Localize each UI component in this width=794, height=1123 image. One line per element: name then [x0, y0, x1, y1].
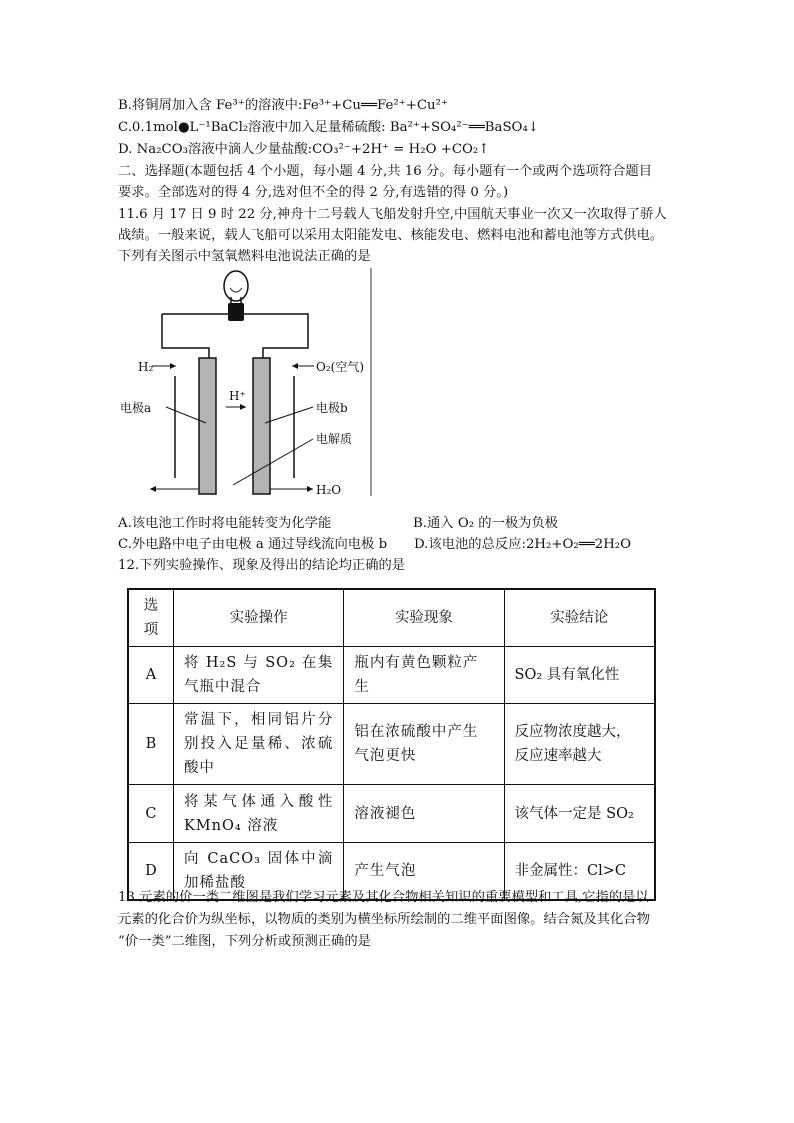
q11-option-a: A.该电池工作时将电能转变为化学能 [118, 516, 332, 531]
table-cell: 将 H₂S 与 SO₂ 在集气瓶中混合 [173, 647, 343, 704]
section-instructions: 要求。全部选对的得 4 分,选对但不全的得 2 分,有选错的得 0 分。) [118, 185, 509, 200]
section-heading: 二、选择题(本题包括 4 个小题，每小题 4 分,共 16 分。每小题有一个或两个选项符合题目 [118, 164, 653, 179]
table-header-row [128, 589, 655, 647]
experiment-table [127, 588, 656, 901]
table-cell: 铝在浓硫酸中产生气泡更快 [344, 704, 504, 785]
table-cell: C [128, 785, 173, 843]
option-d-line: D. Na₂CO₃溶液中滴人少量盐酸:CO₃²⁻+2H⁺ = H₂O +CO₂↑ [118, 142, 490, 157]
table-header: 选项 [128, 589, 173, 647]
table-row [128, 647, 655, 704]
question-12-title: 12.下列实验操作、现象及得出的结论均正确的是 [118, 558, 406, 573]
electrode-b-plate [253, 358, 270, 494]
label-o2: O₂(空气) [316, 360, 365, 374]
label-h2: H₂ [138, 360, 154, 374]
question-11-line-3: 下列有关图示中氢氧燃料电池说法正确的是 [118, 249, 371, 264]
table-header: 实验现象 [344, 589, 504, 647]
table-cell: 产生气泡 [344, 843, 504, 901]
fuel-cell-diagram [118, 268, 380, 500]
question-11-line-1: 11.6 月 17 日 9 时 22 分,神舟十二号载人飞船发射升空,中国航天事业一次又一次取得了骄人 [118, 207, 667, 222]
question-13-line-3: “价一类”二维图，下列分析或预测正确的是 [118, 934, 371, 949]
table-cell: B [128, 704, 173, 785]
table-cell: 常温下，相同铝片分别投入足量稀、浓硫酸中 [173, 704, 343, 785]
table-cell: A [128, 647, 173, 704]
table-cell: 反应物浓度越大，反应速率越大 [504, 704, 655, 785]
question-13-line-1: 13.元素的价一类二维图是我们学习元素及其化合物相关知识的重要模型和工具,它指的是以 [118, 890, 649, 905]
option-c-line: C.0.1mol●L⁻¹BaCl₂溶液中加入足量稀硫酸: Ba²⁺+SO₄²⁻══BaSO₄↓ [118, 120, 539, 135]
label-electrode-a: 电极a [120, 401, 152, 415]
table-cell: 将某气体通入酸性 KMnO₄ 溶液 [173, 785, 343, 843]
table-cell: SO₂ 具有氧化性 [504, 647, 655, 704]
table-cell: 瓶内有黄色颗粒产生 [344, 647, 504, 704]
question-13-line-2: 元素的化合价为纵坐标，以物质的类别为横坐标所绘制的二维平面图像。结合氮及其化合物 [118, 912, 650, 927]
q11-option-c: C.外电路中电子由电极 a 通过导线流向电极 b [118, 537, 388, 552]
label-h2o: H₂O [316, 483, 342, 497]
table-cell: 向 CaCO₃ 固体中滴加稀盐酸 [173, 843, 343, 901]
table-header: 实验操作 [173, 589, 343, 647]
option-b-line: B.将铜屑加入含 Fe³⁺的溶液中:Fe³⁺+Cu══Fe²⁺+Cu²⁺ [118, 98, 448, 113]
table-cell: 该气体一定是 SO₂ [504, 785, 655, 843]
electrode-a-plate [199, 358, 216, 494]
table-cell: 非金属性：Cl>C [504, 843, 655, 901]
question-11-line-2: 战绩。一般来说，载人飞船可以采用太阳能发电、核能发电、燃料电池和蓄电池等方式供电。 [118, 228, 664, 243]
table-row [128, 785, 655, 843]
label-h-plus: H⁺ [229, 389, 246, 403]
q11-option-b: B.通入 O₂ 的一极为负极 [413, 516, 559, 531]
table-cell: 溶液褪色 [344, 785, 504, 843]
q11-option-d: D.该电池的总反应:2H₂+O₂══2H₂O [414, 537, 632, 552]
label-electrode-b: 电极b [316, 401, 348, 415]
table-header: 实验结论 [504, 589, 655, 647]
table-cell: D [128, 843, 173, 901]
label-electrolyte: 电解质 [316, 432, 353, 446]
table-row [128, 704, 655, 785]
